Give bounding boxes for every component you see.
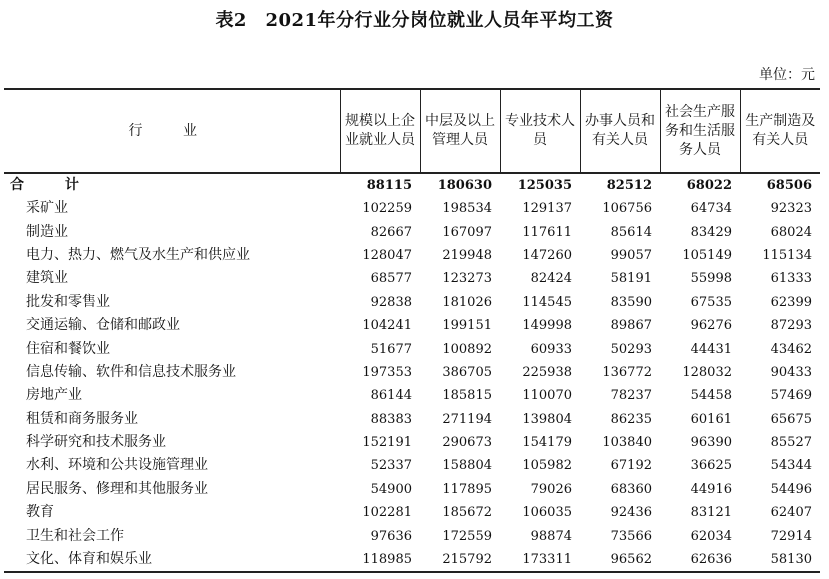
industry-cell: 文化、体育和娱乐业 <box>4 548 340 572</box>
wage-cell-managers: 158804 <box>442 458 492 474</box>
wage-cell-production-workers: 68024 <box>770 224 812 240</box>
table-title: 表2 2021年分行业分岗位就业人员年平均工资 <box>215 10 614 31</box>
table-row <box>4 408 820 431</box>
wage-cell-clerks: 106756 <box>602 201 652 217</box>
wage-cell-production-workers: 43462 <box>770 341 812 357</box>
wage-cell-clerks: 78237 <box>610 388 652 404</box>
industry-cell: 交通运输、仓储和邮政业 <box>26 317 180 334</box>
wage-cell-production-workers: 62407 <box>770 505 812 521</box>
wage-cell-production-workers: 54496 <box>770 481 812 497</box>
wage-cell-all-employees: 52337 <box>370 458 412 474</box>
wage-cell-all-employees: 104241 <box>362 318 412 334</box>
table-row <box>4 197 820 220</box>
wage-cell-clerks: 85614 <box>610 224 652 240</box>
industry-cell: 批发和零售业 <box>26 293 110 310</box>
industry-cell: 房地产业 <box>26 387 82 404</box>
industry-cell: 住宿和餐饮业 <box>26 340 110 357</box>
wage-cell-production-workers: 85527 <box>770 435 812 451</box>
wage-cell-professionals: 105982 <box>522 458 572 474</box>
industry-cell: 采矿业 <box>26 200 68 217</box>
wage-cell-managers: 199151 <box>442 318 492 334</box>
wage-cell-all-employees: 128047 <box>362 247 412 263</box>
wage-cell-production-workers: 54344 <box>770 458 812 474</box>
unit-label: 单位：元 <box>759 67 815 83</box>
wage-cell-professionals: 149998 <box>522 318 572 334</box>
wage-cell-production-workers: 61333 <box>770 271 812 287</box>
wage-cell-professionals: 60933 <box>530 341 572 357</box>
wage-cell-professionals: 82424 <box>530 271 572 287</box>
table-row <box>4 291 820 314</box>
industry-cell: 租赁和商务服务业 <box>26 410 138 427</box>
wage-cell-all-employees: 51677 <box>370 341 412 357</box>
wage-cell-all-employees: 152191 <box>362 435 412 451</box>
wage-cell-professionals: 147260 <box>522 247 572 263</box>
total-row <box>4 173 820 197</box>
table-body <box>4 173 820 572</box>
wage-cell-managers: 100892 <box>442 341 492 357</box>
table-row <box>4 244 820 267</box>
wage-cell-all-employees: 102281 <box>362 505 412 521</box>
wage-cell-managers: 167097 <box>442 224 492 240</box>
wage-cell-production-workers: 65675 <box>770 411 812 427</box>
wage-cell-clerks: 50293 <box>610 341 652 357</box>
wage-cell-managers: 290673 <box>442 435 492 451</box>
wage-cell-clerks: 68360 <box>610 481 652 497</box>
table-row <box>4 337 820 360</box>
wage-cell-clerks: 92436 <box>610 505 652 521</box>
wage-cell-production-workers: 92323 <box>770 201 812 217</box>
wage-cell-managers: 386705 <box>442 364 492 380</box>
wage-cell-professionals: 106035 <box>522 505 572 521</box>
wage-cell-professionals: 117611 <box>522 224 572 240</box>
wage-cell-all-employees: 88383 <box>370 411 412 427</box>
wage-cell-professionals: 139804 <box>522 411 572 427</box>
wage-cell-professionals: 154179 <box>522 435 572 451</box>
industry-cell: 信息传输、软件和信息技术服务业 <box>26 363 236 380</box>
table-row <box>4 314 820 337</box>
wage-cell-professionals: 110070 <box>522 388 572 404</box>
wage-cell-clerks: 86235 <box>610 411 652 427</box>
wage-cell-service-workers: 62636 <box>660 548 740 572</box>
wage-cell-managers: 181026 <box>442 294 492 310</box>
wage-cell-managers: 180630 <box>420 173 500 197</box>
table-header <box>4 89 820 173</box>
wage-cell-managers: 185815 <box>442 388 492 404</box>
wage-cell-clerks: 96562 <box>580 548 660 572</box>
header-service-workers: 社会生产服务和生活服务人员 <box>660 89 740 173</box>
header-managers: 中层及以上管理人员 <box>420 89 500 173</box>
wage-cell-clerks: 73566 <box>610 528 652 544</box>
wage-cell-all-employees: 54900 <box>370 481 412 497</box>
wage-cell-production-workers: 72914 <box>770 528 812 544</box>
header-production-workers: 生产制造及有关人员 <box>740 89 820 173</box>
wage-cell-service-workers: 67535 <box>690 294 732 310</box>
wage-cell-professionals: 173311 <box>500 548 580 572</box>
industry-cell: 居民服务、修理和其他服务业 <box>26 480 208 497</box>
wage-cell-managers: 271194 <box>442 411 492 427</box>
wage-cell-service-workers: 64734 <box>690 201 732 217</box>
table-row <box>4 267 820 290</box>
table-row <box>4 454 820 477</box>
wage-cell-production-workers: 62399 <box>770 294 812 310</box>
wage-cell-all-employees: 97636 <box>370 528 412 544</box>
wage-cell-production-workers: 57469 <box>770 388 812 404</box>
industry-cell: 教育 <box>26 504 54 521</box>
wage-cell-professionals: 125035 <box>500 173 580 197</box>
wage-cell-managers: 123273 <box>442 271 492 287</box>
wage-cell-all-employees: 197353 <box>362 364 412 380</box>
wage-cell-service-workers: 83121 <box>690 505 732 521</box>
wage-cell-all-employees: 68577 <box>370 271 412 287</box>
wage-cell-service-workers: 60161 <box>690 411 732 427</box>
wage-cell-all-employees: 82667 <box>370 224 412 240</box>
wage-cell-clerks: 103840 <box>602 435 652 451</box>
table-row <box>4 384 820 407</box>
industry-cell: 电力、热力、燃气及水生产和供应业 <box>26 246 250 263</box>
wage-cell-professionals: 114545 <box>522 294 572 310</box>
wage-table <box>4 88 820 573</box>
wage-cell-managers: 117895 <box>442 481 492 497</box>
wage-cell-production-workers: 87293 <box>770 318 812 334</box>
wage-cell-service-workers: 96276 <box>690 318 732 334</box>
header-industry: 行 业 <box>4 89 340 173</box>
wage-cell-clerks: 58191 <box>610 271 652 287</box>
wage-cell-service-workers: 55998 <box>690 271 732 287</box>
wage-cell-professionals: 129137 <box>522 201 572 217</box>
wage-cell-all-employees: 86144 <box>370 388 412 404</box>
header-professionals: 专业技术人员 <box>500 89 580 173</box>
wage-cell-service-workers: 105149 <box>682 247 732 263</box>
wage-cell-clerks: 82512 <box>580 173 660 197</box>
wage-cell-professionals: 225938 <box>522 364 572 380</box>
header-clerks: 办事人员和有关人员 <box>580 89 660 173</box>
wage-cell-professionals: 98874 <box>530 528 572 544</box>
wage-cell-production-workers: 90433 <box>770 364 812 380</box>
wage-cell-professionals: 79026 <box>530 481 572 497</box>
table-row <box>4 361 820 384</box>
header-all-employees: 规模以上企业就业人员 <box>340 89 420 173</box>
wage-cell-managers: 198534 <box>442 201 492 217</box>
wage-cell-service-workers: 44916 <box>690 481 732 497</box>
wage-cell-service-workers: 128032 <box>682 364 732 380</box>
wage-cell-managers: 185672 <box>442 505 492 521</box>
wage-cell-all-employees: 102259 <box>362 201 412 217</box>
table-row <box>4 431 820 454</box>
wage-cell-service-workers: 44431 <box>690 341 732 357</box>
industry-cell: 水利、环境和公共设施管理业 <box>26 457 208 474</box>
wage-cell-service-workers: 83429 <box>690 224 732 240</box>
wage-cell-clerks: 67192 <box>610 458 652 474</box>
wage-cell-all-employees: 92838 <box>370 294 412 310</box>
wage-cell-managers: 172559 <box>442 528 492 544</box>
wage-cell-service-workers: 62034 <box>690 528 732 544</box>
wage-cell-clerks: 136772 <box>602 364 652 380</box>
wage-cell-service-workers: 36625 <box>690 458 732 474</box>
table-row <box>4 548 820 572</box>
wage-cell-service-workers: 54458 <box>690 388 732 404</box>
wage-cell-production-workers: 58130 <box>740 548 820 572</box>
wage-cell-managers: 219948 <box>442 247 492 263</box>
wage-cell-clerks: 89867 <box>610 318 652 334</box>
industry-cell: 建筑业 <box>26 270 68 287</box>
wage-cell-managers: 215792 <box>420 548 500 572</box>
wage-cell-all-employees: 88115 <box>340 173 420 197</box>
wage-cell-production-workers: 68506 <box>740 173 820 197</box>
wage-cell-clerks: 99057 <box>610 247 652 263</box>
industry-cell: 科学研究和技术服务业 <box>26 434 166 451</box>
industry-cell: 制造业 <box>26 223 68 240</box>
wage-cell-all-employees: 118985 <box>340 548 420 572</box>
industry-cell: 卫生和社会工作 <box>26 527 124 544</box>
wage-cell-production-workers: 115134 <box>762 247 812 263</box>
wage-cell-service-workers: 68022 <box>660 173 740 197</box>
wage-cell-clerks: 83590 <box>610 294 652 310</box>
table-row <box>4 478 820 501</box>
table-row <box>4 524 820 547</box>
table-row <box>4 220 820 243</box>
wage-cell-service-workers: 96390 <box>690 435 732 451</box>
header-row <box>4 89 820 173</box>
industry-cell: 合 计 <box>4 173 340 197</box>
table-row <box>4 501 820 524</box>
